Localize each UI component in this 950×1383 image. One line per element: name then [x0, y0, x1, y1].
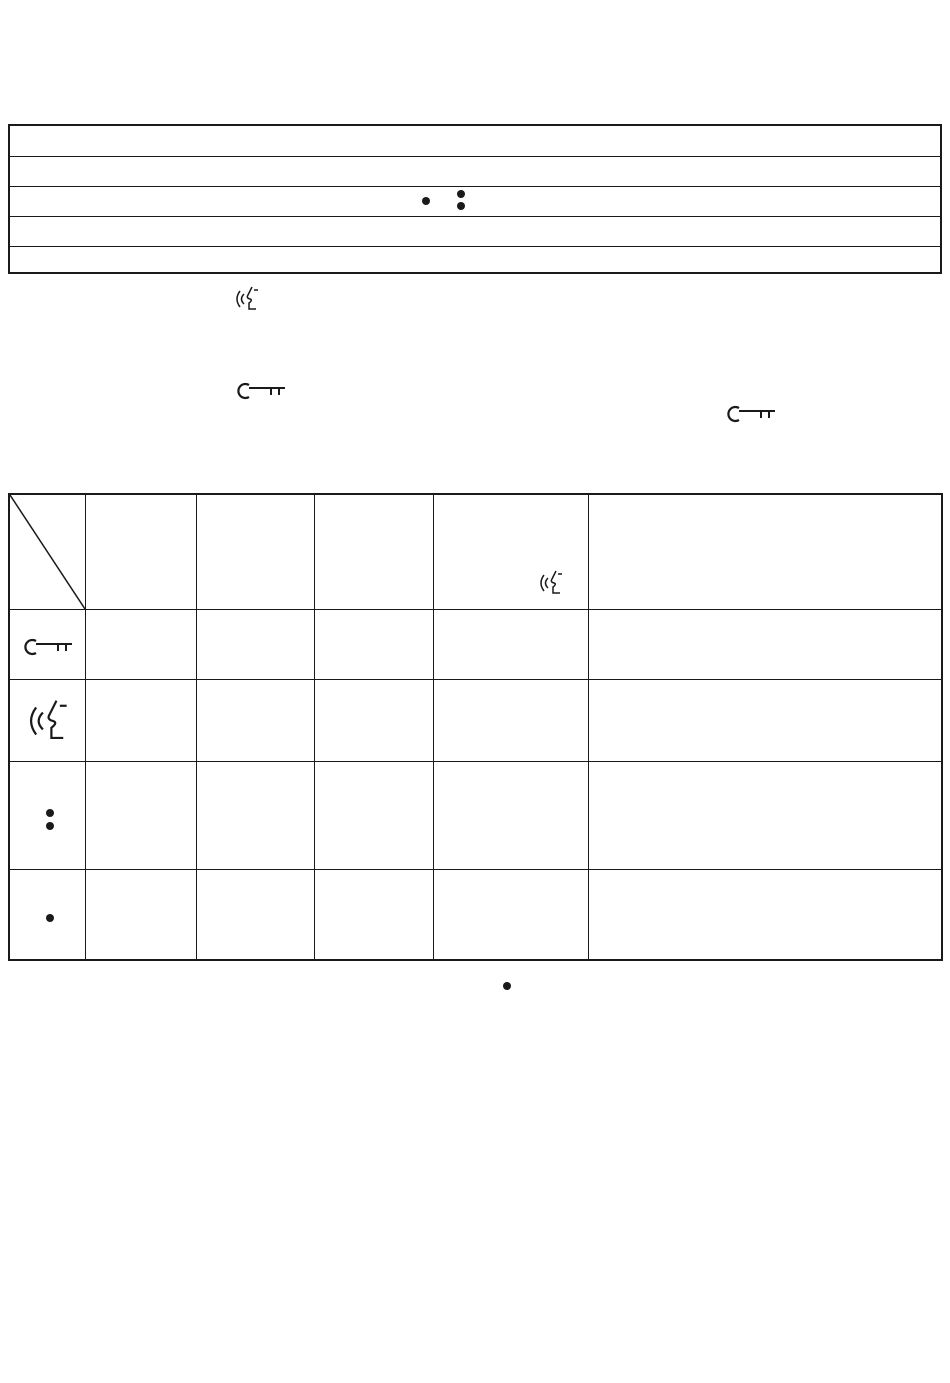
single-dot-icon	[422, 197, 430, 205]
key-icon	[725, 403, 777, 425]
double-dot-icon-lower	[457, 202, 465, 210]
voice-icon	[234, 285, 260, 313]
voice-icon	[26, 697, 70, 745]
top-table-row	[10, 126, 940, 157]
symbol-matrix-table	[8, 493, 943, 961]
double-dot-icon-upper	[457, 190, 465, 198]
key-icon	[22, 636, 74, 658]
key-icon	[235, 380, 287, 402]
double-dot-icon-lower	[46, 822, 54, 830]
top-table-row	[10, 156, 940, 187]
single-dot-icon	[503, 982, 511, 990]
top-table	[8, 124, 942, 274]
top-table-row	[10, 216, 940, 247]
top-table-row	[10, 186, 940, 217]
single-dot-icon	[46, 914, 54, 922]
voice-icon	[538, 569, 564, 597]
diagonal-header-cell	[10, 495, 85, 609]
double-dot-icon-upper	[46, 809, 54, 817]
top-table-row	[10, 246, 940, 276]
